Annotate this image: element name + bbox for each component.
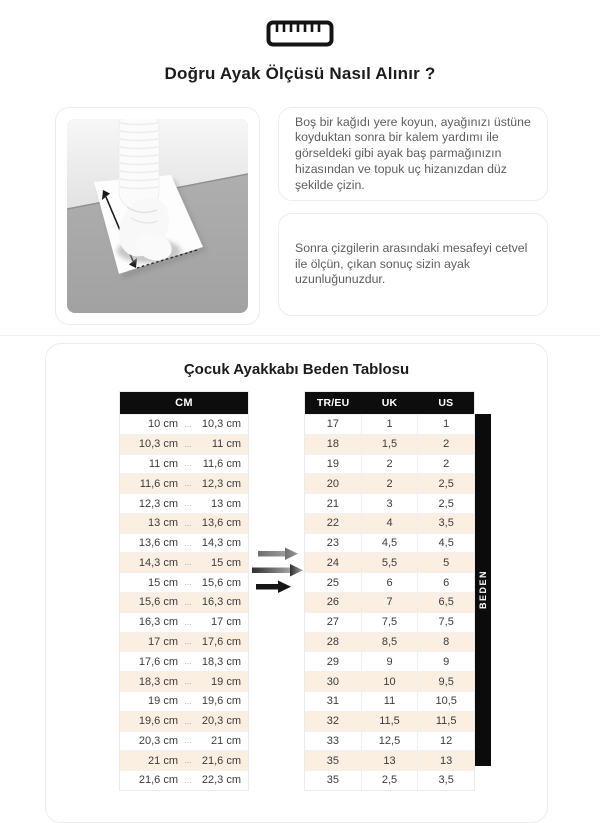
- size-tr-eu: 35: [326, 754, 339, 767]
- cm-table-row: [120, 414, 248, 434]
- size-us: 12: [417, 732, 474, 751]
- range-dots: ...: [184, 756, 192, 766]
- cm-table-row: [120, 552, 248, 572]
- cm-table-header: CM: [120, 392, 248, 414]
- size-uk: 5,5: [361, 553, 418, 572]
- foot-measure-photo: [67, 119, 248, 313]
- cm-from: 17 cm: [148, 635, 178, 648]
- cm-to: 13,6 cm: [201, 517, 241, 530]
- size-uk: 2: [361, 474, 418, 493]
- cm-to: 15 cm: [211, 556, 241, 569]
- arrow-right-icon: [252, 544, 304, 599]
- section-divider: [0, 335, 600, 336]
- cm-from: 10,3 cm: [138, 438, 178, 451]
- ruler-icon: [266, 20, 334, 47]
- range-dots: ...: [184, 479, 192, 489]
- cm-from: 15,6 cm: [138, 596, 178, 609]
- size-us: 4,5: [417, 534, 474, 553]
- cm-from: 13 cm: [148, 517, 178, 530]
- range-dots: ...: [184, 538, 192, 548]
- range-dots: ...: [184, 597, 192, 607]
- cm-to: 11,6 cm: [202, 457, 241, 470]
- size-uk: 7: [361, 593, 418, 612]
- size-us: 10,5: [417, 692, 474, 711]
- size-us: 2: [417, 455, 474, 474]
- cm-to: 10,3 cm: [201, 418, 241, 431]
- size-guide-title: Çocuk Ayakkabı Beden Tablosu: [183, 361, 410, 378]
- size-table-row: [305, 513, 474, 533]
- cm-from: 21 cm: [148, 754, 178, 767]
- cm-table-row: [120, 493, 248, 513]
- cm-range-table: [119, 391, 249, 791]
- range-dots: ...: [184, 716, 192, 726]
- cm-table-rows: [120, 414, 248, 790]
- size-table-row: [305, 434, 474, 454]
- size-us: 3,5: [417, 514, 474, 533]
- range-dots: ...: [184, 657, 192, 667]
- size-uk: 1: [361, 415, 418, 434]
- size-table-row: [305, 651, 474, 671]
- cm-from: 21,6 cm: [138, 774, 178, 787]
- size-table-row: [305, 592, 474, 612]
- size-uk: 13: [361, 751, 418, 770]
- cm-to: 11 cm: [211, 438, 241, 451]
- cm-table-row: [120, 434, 248, 454]
- col-header-tr-eu: TR/EU: [316, 397, 350, 409]
- size-us: 13: [417, 751, 474, 770]
- size-tr-eu: 35: [326, 774, 339, 787]
- instruction-card-1: [278, 107, 548, 201]
- cm-table-row: [120, 651, 248, 671]
- size-uk: 9: [361, 652, 418, 671]
- size-table-row: [305, 612, 474, 632]
- size-tr-eu: 29: [326, 655, 339, 668]
- cm-to: 13 cm: [211, 497, 241, 510]
- size-uk: 3: [361, 494, 418, 513]
- cm-to: 14,3 cm: [201, 537, 241, 550]
- size-table-row: [305, 454, 474, 474]
- cm-table-row: [120, 612, 248, 632]
- cm-table-row: [120, 513, 248, 533]
- page-title: Doğru Ayak Ölçüsü Nasıl Alınır ?: [164, 64, 436, 83]
- range-dots: ...: [184, 677, 192, 687]
- size-table-row: [305, 473, 474, 493]
- cm-to: 17,6 cm: [201, 635, 241, 648]
- size-uk: 6: [361, 573, 418, 592]
- measure-photo-card: [55, 107, 260, 325]
- cm-table-row: [120, 473, 248, 493]
- size-tr-eu: 21: [326, 497, 339, 510]
- col-header-uk: UK: [381, 397, 398, 409]
- size-us: 7,5: [417, 613, 474, 632]
- cm-to: 21 cm: [211, 734, 241, 747]
- cm-table-row: [120, 691, 248, 711]
- range-dots: ...: [184, 518, 192, 528]
- size-table-row: [305, 572, 474, 592]
- cm-from: 15 cm: [148, 576, 178, 589]
- range-dots: ...: [184, 499, 192, 509]
- size-tr-eu: 20: [326, 477, 339, 490]
- cm-from: 18,3 cm: [138, 675, 178, 688]
- range-dots: ...: [184, 558, 192, 568]
- size-us: 9,5: [417, 672, 474, 691]
- cm-from: 20,3 cm: [138, 734, 178, 747]
- cm-table-row: [120, 711, 248, 731]
- size-guide-card: [45, 343, 548, 823]
- cm-to: 19 cm: [211, 675, 241, 688]
- size-table-row: [305, 552, 474, 572]
- size-tr-eu: 24: [326, 556, 339, 569]
- size-us: 3,5: [417, 771, 474, 790]
- size-tr-eu: 17: [326, 418, 339, 431]
- size-us: 6: [417, 573, 474, 592]
- cm-from: 12,3 cm: [138, 497, 178, 510]
- size-uk: 2,5: [361, 771, 418, 790]
- size-uk: 1,5: [361, 435, 418, 454]
- cm-to: 12,3 cm: [201, 477, 241, 490]
- size-tr-eu: 19: [326, 457, 339, 470]
- size-tr-eu: 23: [326, 537, 339, 550]
- size-table-row: [305, 770, 474, 790]
- col-header-us: US: [438, 397, 454, 409]
- size-table-row: [305, 533, 474, 553]
- range-dots: ...: [184, 617, 192, 627]
- size-table-row: [305, 414, 474, 434]
- size-tr-eu: 18: [326, 438, 339, 451]
- cm-from: 11 cm: [148, 457, 178, 470]
- size-uk: 4: [361, 514, 418, 533]
- cm-to: 18,3 cm: [201, 655, 241, 668]
- cm-table-row: [120, 750, 248, 770]
- beden-side-bar: [475, 414, 491, 766]
- size-us: 5: [417, 553, 474, 572]
- size-table-row: [305, 671, 474, 691]
- size-table-row: [305, 750, 474, 770]
- cm-to: 21,6 cm: [201, 754, 241, 767]
- range-dots: ...: [184, 696, 192, 706]
- cm-to: 17 cm: [211, 616, 241, 629]
- size-tr-eu: 22: [326, 517, 339, 530]
- size-table-row: [305, 493, 474, 513]
- size-tr-eu: 30: [326, 675, 339, 688]
- size-us: 1: [417, 415, 474, 434]
- size-uk: 11,5: [361, 712, 418, 731]
- size-uk: 4,5: [361, 534, 418, 553]
- beden-label: BEDEN: [478, 570, 488, 610]
- size-us: 9: [417, 652, 474, 671]
- range-dots: ...: [184, 775, 192, 785]
- size-uk: 11: [361, 692, 418, 711]
- cm-table-row: [120, 731, 248, 751]
- cm-to: 16,3 cm: [201, 596, 241, 609]
- page-header: [0, 20, 600, 47]
- size-us: 8: [417, 633, 474, 652]
- size-uk: 2: [361, 455, 418, 474]
- range-dots: ...: [184, 419, 192, 429]
- cm-table-row: [120, 592, 248, 612]
- cm-from: 13,6 cm: [138, 537, 178, 550]
- size-uk: 12,5: [361, 732, 418, 751]
- cm-to: 15,6 cm: [201, 576, 241, 589]
- instruction-step-2: Sonra çizgilerin arasındaki mesafeyi cetvel ile ölçün, çıkan sonuç sizin ayak uzunluğunuzdur.: [295, 240, 528, 287]
- cm-table-row: [120, 770, 248, 790]
- range-dots: ...: [184, 736, 192, 746]
- size-uk: 7,5: [361, 613, 418, 632]
- size-table-row: [305, 632, 474, 652]
- range-dots: ...: [184, 459, 192, 469]
- size-tr-eu: 25: [326, 576, 339, 589]
- instruction-card-2: [278, 213, 548, 316]
- size-us: 2,5: [417, 494, 474, 513]
- size-table-row: [305, 711, 474, 731]
- size-tr-eu: 33: [326, 734, 339, 747]
- cm-table-row: [120, 533, 248, 553]
- size-table-row: [305, 731, 474, 751]
- cm-from: 10 cm: [148, 418, 178, 431]
- cm-table-row: [120, 454, 248, 474]
- range-dots: ...: [184, 578, 192, 588]
- size-tr-eu: 26: [326, 596, 339, 609]
- cm-from: 16,3 cm: [138, 616, 178, 629]
- size-table-rows: [305, 414, 474, 790]
- size-tr-eu: 28: [326, 635, 339, 648]
- cm-table-row: [120, 671, 248, 691]
- cm-from: 19 cm: [148, 695, 178, 708]
- cm-to: 22,3 cm: [201, 774, 241, 787]
- cm-table-row: [120, 572, 248, 592]
- instruction-step-1: Boş bir kağıdı yere koyun, ayağınızı üstüne koyduktan sonra bir kalem yardımı ile görseldeki gibi ayak baş parmağınızın hizasından ve topuk uç hizanızdan düz şekilde çizin.: [295, 114, 531, 192]
- size-table: [304, 391, 475, 791]
- size-us: 2,5: [417, 474, 474, 493]
- size-us: 11,5: [417, 712, 474, 731]
- size-tr-eu: 27: [326, 616, 339, 629]
- size-table-header: [305, 392, 474, 414]
- size-tr-eu: 32: [326, 715, 339, 728]
- cm-to: 19,6 cm: [201, 695, 241, 708]
- size-tr-eu: 31: [326, 695, 339, 708]
- cm-to: 20,3 cm: [201, 715, 241, 728]
- range-dots: ...: [184, 637, 192, 647]
- size-uk: 10: [361, 672, 418, 691]
- cm-from: 14,3 cm: [138, 556, 178, 569]
- size-us: 6,5: [417, 593, 474, 612]
- cm-from: 19,6 cm: [138, 715, 178, 728]
- cm-table-row: [120, 632, 248, 652]
- size-uk: 8,5: [361, 633, 418, 652]
- range-dots: ...: [184, 439, 192, 449]
- size-table-row: [305, 691, 474, 711]
- cm-from: 17,6 cm: [138, 655, 178, 668]
- size-us: 2: [417, 435, 474, 454]
- cm-from: 11,6 cm: [139, 477, 178, 490]
